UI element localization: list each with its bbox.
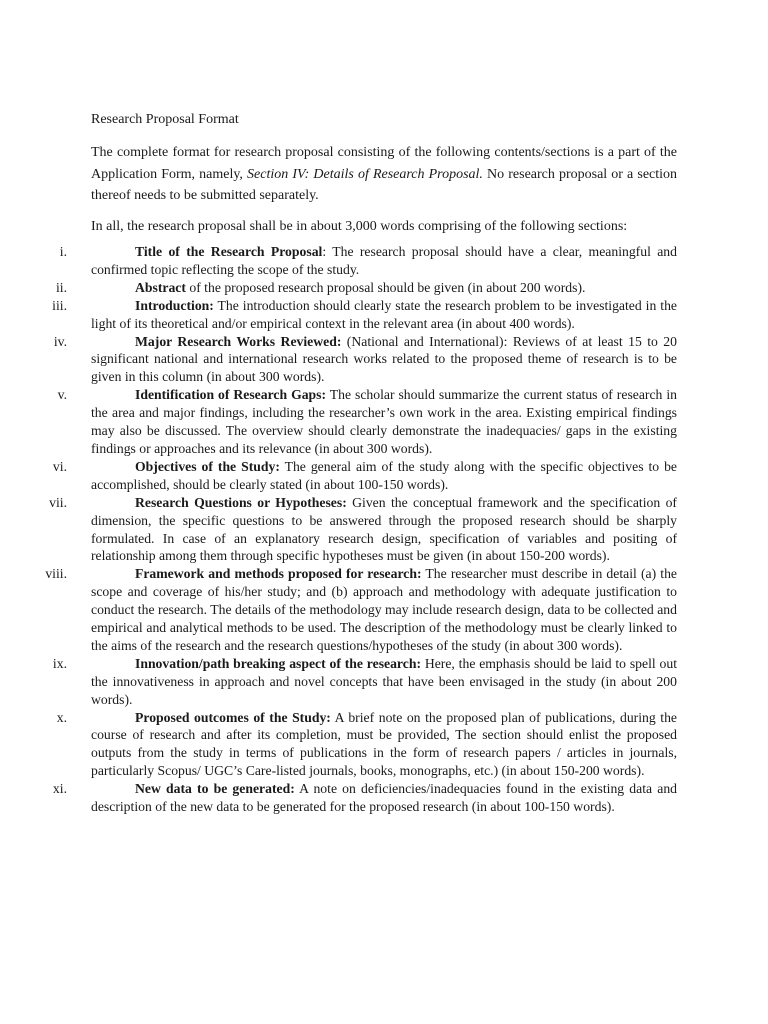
section-body: Given the conceptual framework and the specification of dimension, the specific questions to be answered through the proposed research should be sharply formulated. In case of an explanatory research design, specification of variables and positing of relationship among them through specific hypotheses must be given (in about 150-200 words).: [91, 494, 677, 564]
section-body: (National and International): Reviews of at least 15 to 20 significant national and international research works related to the proposed theme of research is to be given in this column (in about 300 words).: [91, 333, 677, 385]
section-number: ix.: [52, 655, 67, 671]
sections-list: [0, 243, 768, 816]
section-number: x.: [56, 709, 67, 725]
section-body: A note on deficiencies/inadequacies found in the existing data and description of the new data to be generated for the proposed research (in about 100-150 words).: [91, 781, 678, 815]
section-number: vii.: [49, 494, 67, 510]
section-item-outcomes: [0, 709, 677, 781]
section-item-title: [0, 243, 677, 279]
section-heading: Proposed outcomes of the Study:: [135, 709, 331, 725]
intro-paragraph: [91, 142, 677, 207]
intro-text-part-2: No research proposal or a section thereof needs to be submitted separately.: [91, 166, 678, 203]
section-body: The scholar should summarize the current status of research in the area and major findings, including the researcher’s own work in the area. Existing empirical findings may also be discussed. The overview should clearly demonstrate the inadequacies/ gaps in the existing findings or approaches and its relevance (in about 300 words).: [91, 387, 677, 456]
section-heading: Innovation/path breaking aspect of the research:: [135, 655, 422, 671]
section-number: ii.: [55, 279, 67, 295]
section-heading: Major Research Works Reviewed:: [135, 333, 342, 349]
section-number: iv.: [53, 333, 67, 349]
section-number: viii.: [45, 566, 67, 582]
section-number: iii.: [52, 297, 67, 313]
section-item-objectives: [0, 458, 677, 494]
section-heading: Identification of Research Gaps:: [135, 387, 327, 403]
section-heading: Title of the Research Proposal: [135, 244, 323, 259]
section-number: xi.: [52, 781, 67, 797]
section-item-introduction: [0, 297, 677, 333]
section-item-works-reviewed: [0, 333, 677, 387]
section-body: The researcher must describe in detail (a) the scope and coverage of his/her study; and (b) approach and methodology with adequate justification to conduct the research. The details of the methodology may include research design, data to be collected and empirical and analytical methods to be used. The description of the methodology must be clearly linked to the aims of the research and the research questions/hypotheses of the study (in about 300 words).: [91, 566, 677, 653]
sections-lead-paragraph: In all, the research proposal shall be in about 3,000 words comprising of the following sections:: [91, 219, 628, 234]
section-number: v.: [57, 387, 67, 403]
section-item-abstract: [0, 279, 677, 297]
section-item-framework-methods: [0, 565, 677, 655]
section-body: of the proposed research proposal should be given (in about 200 words).: [185, 279, 586, 295]
section-body: The introduction should clearly state the research problem to be investigated in the light of its theoretical and/or empirical context in the relevant area (in about 400 words).: [91, 297, 677, 331]
document-title: Research Proposal Format: [91, 112, 239, 127]
section-item-research-gaps: [0, 386, 677, 458]
section-body: : The research proposal should have a clear, meaningful and confirmed topic reflecting the scope of the study.: [91, 244, 677, 277]
section-item-new-data: [0, 780, 677, 816]
section-heading: Abstract: [135, 279, 186, 295]
section-heading: New data to be generated:: [135, 781, 295, 797]
section-heading: Objectives of the Study:: [135, 458, 280, 474]
section-number: vi.: [52, 458, 67, 474]
section-body: A brief note on the proposed plan of publications, during the course of research and after its completion, must be provided, The section should enlist the proposed outputs from the study in terms of publications in the form of research papers / articles in journals, particularly Scopus/ UGC’s Care-listed journals, books, monographs, etc.) (in about 150-200 words).: [91, 709, 677, 779]
intro-text-part-1: The complete format for research proposal consisting of the following contents/sections is a part of the Application Form, namely,: [91, 145, 677, 182]
section-heading: Framework and methods proposed for research:: [135, 566, 422, 582]
section-heading: Research Questions or Hypotheses:: [135, 494, 347, 510]
section-number: i.: [59, 244, 67, 259]
section-item-questions-hypotheses: [0, 494, 677, 566]
section-heading: Introduction:: [135, 297, 214, 313]
section-body: Here, the emphasis should be laid to spell out the innovativeness in approach and novel concepts that have been envisaged in the study (in about 200 words).: [91, 655, 677, 707]
intro-italic-reference: Section IV: Details of Research Proposal.: [247, 166, 483, 182]
section-item-innovation: [0, 655, 677, 709]
section-body: The general aim of the study along with the specific objectives to be accomplished, should be clearly stated (in about 100-150 words).: [91, 458, 677, 492]
